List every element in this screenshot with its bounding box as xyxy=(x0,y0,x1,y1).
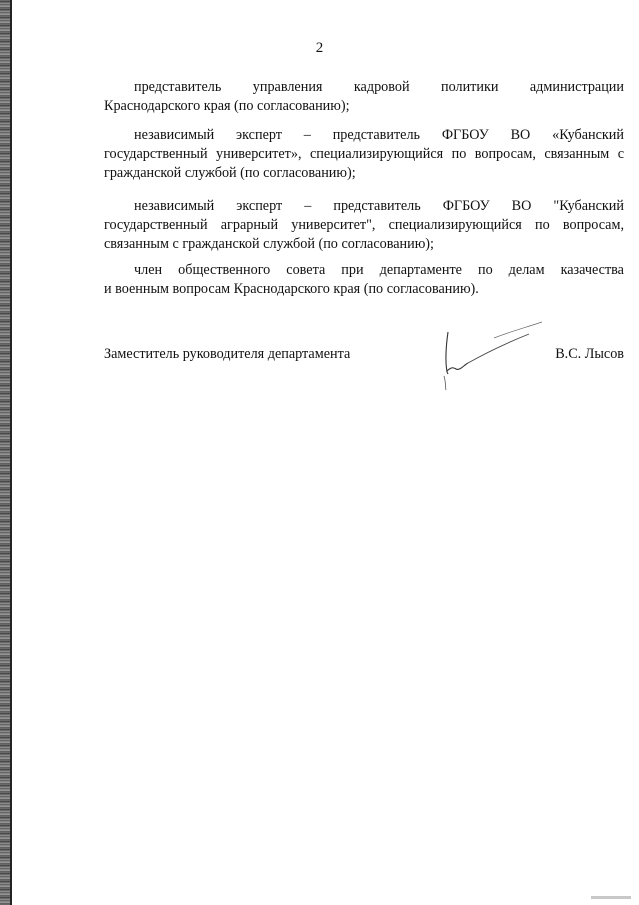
signatory-name: В.С. Лысов xyxy=(555,346,624,362)
paragraph-public-council xyxy=(104,261,624,299)
paragraph-expert-kubsu xyxy=(104,126,624,183)
paragraph-text: и военным вопросам Краснодарского края (по согласованию). xyxy=(104,281,479,297)
paragraph-expert-kubsau xyxy=(104,197,624,254)
scan-edge xyxy=(0,0,12,905)
paragraph-line: представитель управления кадровой политики администрации xyxy=(134,79,624,95)
page-number: 2 xyxy=(315,40,324,56)
paragraph-line: член общественного совета при департаменте по делам казачества xyxy=(134,262,624,278)
paragraph-text: государственный университет», специализирующийся по вопросам, связанным с гражданской службой (по согласованию); xyxy=(104,146,624,181)
signatory-position: Заместитель руководителя департамента xyxy=(104,346,351,362)
paragraph-text: Краснодарского края (по согласованию); xyxy=(104,98,350,114)
signature-block xyxy=(104,346,624,386)
paragraph-text: государственный аграрный университет", специализирующийся по вопросам, связанным с гражданской службой (по согласованию); xyxy=(104,217,624,252)
scan-artifact xyxy=(591,896,631,899)
paragraph-line: независимый эксперт – представитель ФГБОУ ВО "Кубанский xyxy=(134,198,624,214)
paragraph-line: независимый эксперт – представитель ФГБОУ ВО «Кубанский xyxy=(134,127,624,143)
handwritten-signature xyxy=(434,316,544,391)
paragraph-hr-representative xyxy=(104,78,624,116)
